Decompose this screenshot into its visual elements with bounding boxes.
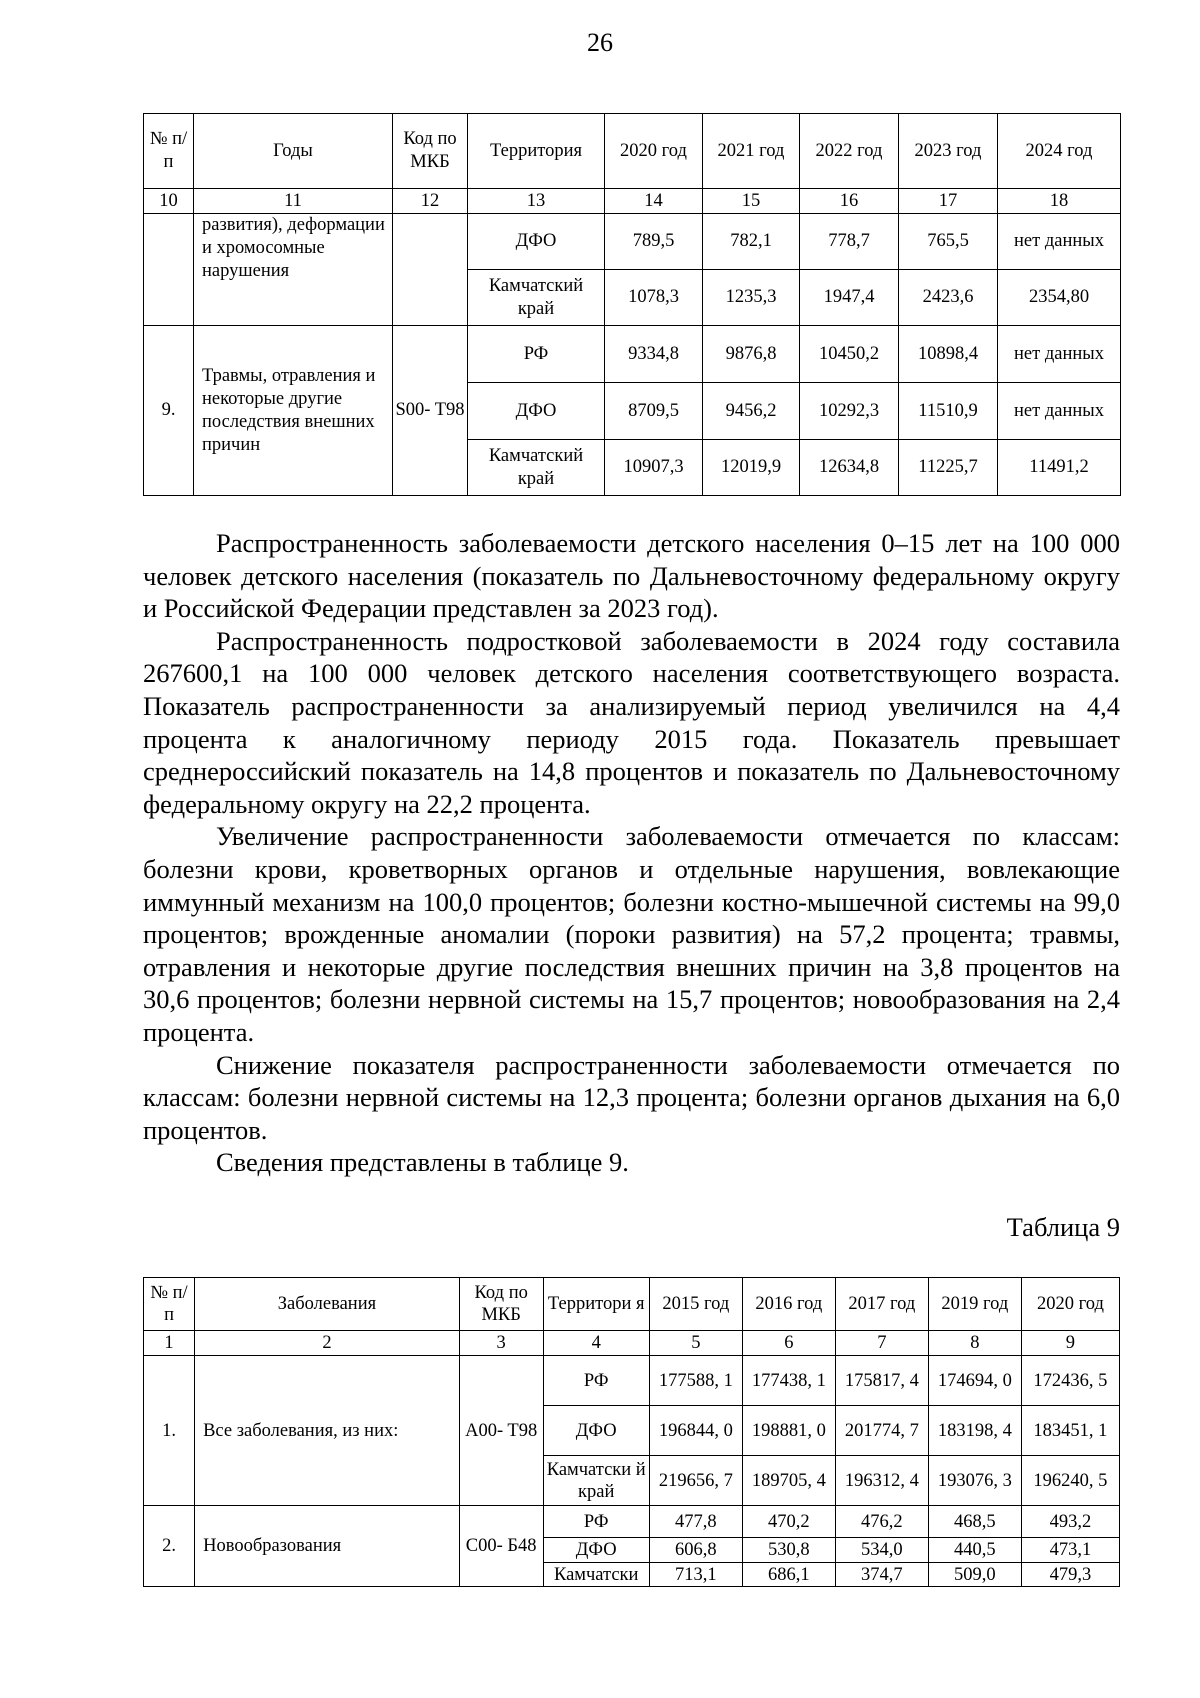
paragraph: Распространенность подростковой заболеваемости в 2024 году составила 267600,1 на 100 000 человек детского населения соответствующего возраста. Показатель распространенности за анализируемый период увеличился на 4,4 процента к аналогичному периоду 2015 года. Показатель превышает среднероссийский показатель на 14,8 процентов и показатель по Дальневосточному федеральному округу на 22,2 процента. [143,625,1120,819]
value-cell: 196312, 4 [835,1456,928,1506]
row-number: 9. [144,326,194,496]
territory: ДФО [468,214,605,270]
value-cell: 476,2 [835,1506,928,1538]
value-cell: 2423,6 [899,270,998,326]
value-cell: 175817, 4 [835,1356,928,1406]
value-cell: 534,0 [835,1538,928,1563]
value-cell: 440,5 [928,1538,1021,1563]
column-number: 8 [928,1331,1021,1356]
value-cell: 183451, 1 [1021,1406,1119,1456]
value-cell: 189705, 4 [742,1456,835,1506]
value-cell: нет данных [998,214,1121,270]
value-cell: 8709,5 [605,383,703,440]
value-cell: 686,1 [742,1563,835,1587]
value-cell: 9334,8 [605,326,703,383]
icd-code: S00- T98 [393,326,468,496]
value-cell: 196240, 5 [1021,1456,1119,1506]
value-cell: 9876,8 [703,326,800,383]
value-cell: 177438, 1 [742,1356,835,1406]
value-cell: 493,2 [1021,1506,1119,1538]
value-cell: 1078,3 [605,270,703,326]
value-cell: нет данных [998,383,1121,440]
value-cell: 177588, 1 [649,1356,742,1406]
disease-name: Все заболевания, из них: [195,1356,460,1506]
table-caption: Таблица 9 [1006,1212,1120,1242]
column-number-row [144,1331,1120,1356]
value-cell: 477,8 [649,1506,742,1538]
value-cell: 2354,80 [998,270,1121,326]
body-text [143,527,1120,1179]
header-cell: 2023 год [899,114,998,189]
value-cell: 473,1 [1021,1538,1119,1563]
territory: Камчатски й край [543,1456,649,1506]
column-number: 3 [459,1331,543,1356]
table-row [144,214,1121,270]
value-cell: 9456,2 [703,383,800,440]
header-cell: 2020 год [605,114,703,189]
header-cell: 2024 год [998,114,1121,189]
paragraph: Сведения представлены в таблице 9. [216,1147,629,1178]
value-cell: 172436, 5 [1021,1356,1119,1406]
continued-table [143,113,1121,496]
territory: ДФО [468,383,605,440]
header-cell: Территори я [543,1278,649,1331]
value-cell: 470,2 [742,1506,835,1538]
column-number: 17 [899,189,998,214]
table-row [144,1356,1120,1406]
header-cell: 2019 год [928,1278,1021,1331]
value-cell: 530,8 [742,1538,835,1563]
value-cell: 713,1 [649,1563,742,1587]
territory: Камчатский край [468,440,605,496]
column-number: 5 [649,1331,742,1356]
value-cell: 782,1 [703,214,800,270]
header-cell: № п/п [144,114,194,189]
table-9 [143,1277,1120,1587]
value-cell: 11491,2 [998,440,1121,496]
table-row [144,1506,1120,1538]
header-cell: Годы [194,114,393,189]
value-cell: 1947,4 [800,270,899,326]
header-cell: 2015 год [649,1278,742,1331]
column-number: 10 [144,189,194,214]
paragraph: Снижение показателя распространенности заболеваемости отмечается по классам: болезни нервной системы на 12,3 процента; болезни органов дыхания на 6,0 процентов. [143,1049,1120,1145]
value-cell: 10898,4 [899,326,998,383]
value-cell: 374,7 [835,1563,928,1587]
territory: РФ [468,326,605,383]
value-cell: 11225,7 [899,440,998,496]
column-number: 14 [605,189,703,214]
value-cell: 765,5 [899,214,998,270]
value-cell: 219656, 7 [649,1456,742,1506]
column-number: 16 [800,189,899,214]
territory: ДФО [543,1538,649,1563]
row-number [144,214,194,326]
territory: ДФО [543,1406,649,1456]
column-number: 6 [742,1331,835,1356]
icd-code: C00- Б48 [459,1506,543,1587]
column-number: 1 [144,1331,195,1356]
icd-code [393,214,468,326]
page-number: 26 [587,28,613,57]
table-header-row [144,114,1121,189]
value-cell: 12634,8 [800,440,899,496]
column-number: 15 [703,189,800,214]
disease-name: развития), деформации и хромосомные нарушения [194,214,393,326]
value-cell: 10450,2 [800,326,899,383]
value-cell: нет данных [998,326,1121,383]
disease-name: Травмы, отравления и некоторые другие последствия внешних причин [194,326,393,496]
value-cell: 778,7 [800,214,899,270]
territory: РФ [543,1356,649,1406]
value-cell: 11510,9 [899,383,998,440]
table-header-row [144,1278,1120,1331]
value-cell: 468,5 [928,1506,1021,1538]
column-number: 11 [194,189,393,214]
row-number: 1. [144,1356,195,1506]
column-number: 18 [998,189,1121,214]
header-cell: Территория [468,114,605,189]
header-cell: 2017 год [835,1278,928,1331]
header-cell: Код по МКБ [393,114,468,189]
territory: Камчатски [543,1563,649,1587]
value-cell: 174694, 0 [928,1356,1021,1406]
value-cell: 789,5 [605,214,703,270]
value-cell: 196844, 0 [649,1406,742,1456]
header-cell: № п/п [144,1278,195,1331]
header-cell: Заболевания [195,1278,460,1331]
column-number: 4 [543,1331,649,1356]
territory: РФ [543,1506,649,1538]
territory: Камчатский край [468,270,605,326]
value-cell: 12019,9 [703,440,800,496]
disease-name: Новообразования [195,1506,460,1587]
value-cell: 10907,3 [605,440,703,496]
column-number: 13 [468,189,605,214]
paragraph: Распространенность заболеваемости детского населения 0–15 лет на 100 000 человек детского населения (показатель по Дальневосточному федеральному округу и Российской Федерации представлен за 2023 год). [143,528,1120,624]
value-cell: 606,8 [649,1538,742,1563]
value-cell: 198881, 0 [742,1406,835,1456]
value-cell: 509,0 [928,1563,1021,1587]
icd-code: A00- T98 [459,1356,543,1506]
value-cell: 193076, 3 [928,1456,1021,1506]
column-number: 9 [1021,1331,1119,1356]
header-cell: Код по МКБ [459,1278,543,1331]
column-number: 2 [195,1331,460,1356]
value-cell: 10292,3 [800,383,899,440]
value-cell: 1235,3 [703,270,800,326]
column-number-row [144,189,1121,214]
table-row [144,326,1121,383]
value-cell: 479,3 [1021,1563,1119,1587]
value-cell: 201774, 7 [835,1406,928,1456]
row-number: 2. [144,1506,195,1587]
paragraph: Увеличение распространенности заболеваемости отмечается по классам: болезни крови, кроветворных органов и отдельные нарушения, вовлекающие иммунный механизм на 100,0 процентов; болезни костно-мышечной системы на 99,0 процентов; врожденные аномалии (пороки развития) на 57,2 процента; травмы, отравления и некоторые другие последствия внешних причин на 3,8 процентов на 30,6 процентов; болезни нервной системы на 15,7 процентов; новообразования на 2,4 процента. [143,821,1120,1047]
column-number: 7 [835,1331,928,1356]
header-cell: 2021 год [703,114,800,189]
value-cell: 183198, 4 [928,1406,1021,1456]
header-cell: 2022 год [800,114,899,189]
column-number: 12 [393,189,468,214]
header-cell: 2016 год [742,1278,835,1331]
header-cell: 2020 год [1021,1278,1119,1331]
